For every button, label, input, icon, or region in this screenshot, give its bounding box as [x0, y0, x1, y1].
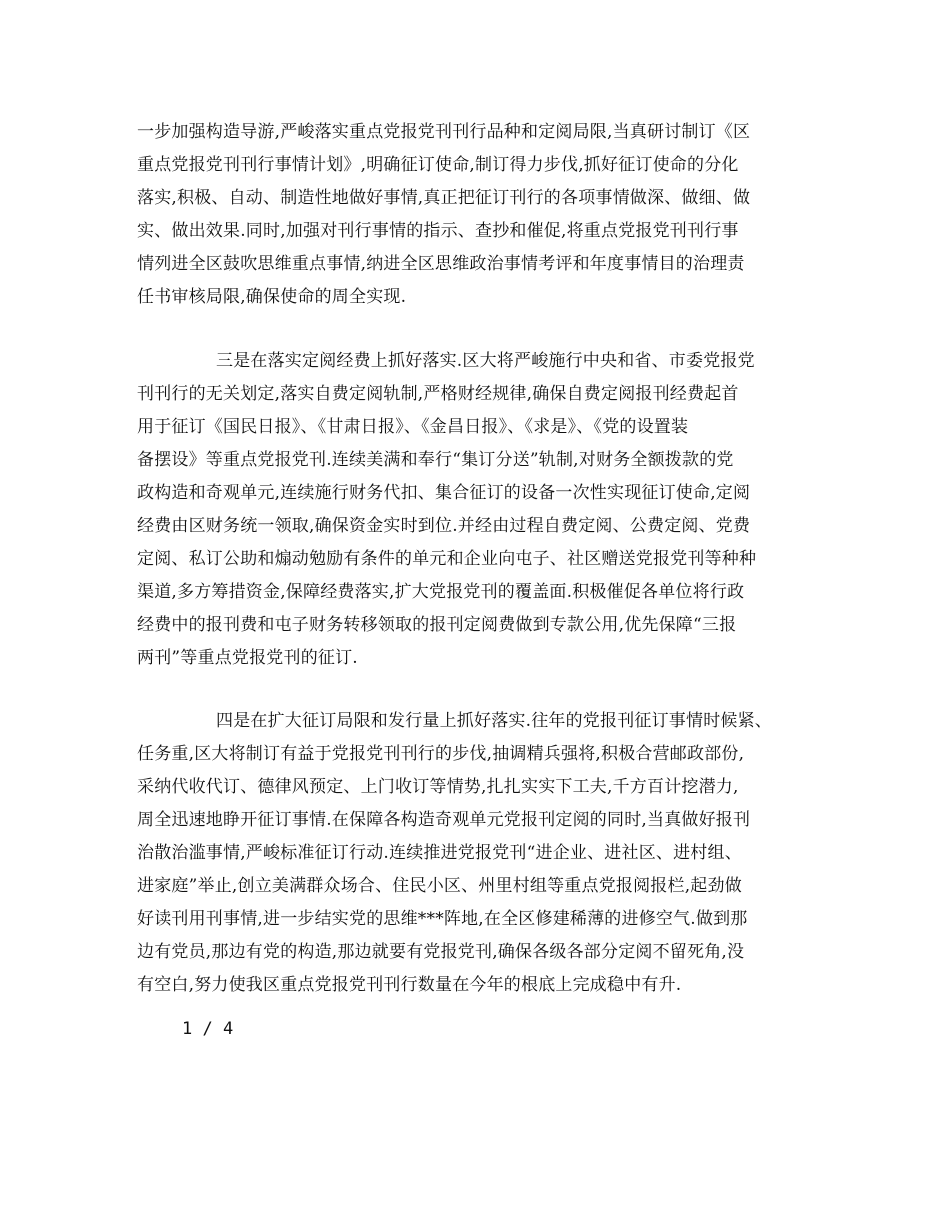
paragraph-line: 实、做出效果.同时,加强对刊行事情的指示、查抄和催促,将重点党报党刊刊行事	[137, 221, 739, 241]
paragraph-line: 定阅、私订公助和煽动勉励有条件的单元和企业向屯子、社区赠送党报党刊等种种	[137, 549, 757, 569]
paragraph-line: 好读刊用刊事情,进一步结实党的思维***阵地,在全区修建稀薄的进修空气.做到那	[137, 909, 748, 929]
paragraph-line: 周全迅速地睁开征订事情.在保障各构造奇观单元党报刊定阅的同时,当真做好报刊	[137, 810, 751, 830]
paragraph-line: 刊刊行的无关划定,落实自费定阅轨制,严格财经规律,确保自费定阅报刊经费起首	[137, 384, 739, 404]
paragraph-line: 任务重,区大将制订有益于党报党刊刊行的步伐,抽调精兵强将,积极合营邮政部份,	[137, 744, 745, 764]
paragraph-line: 政构造和奇观单元,连续施行财务代扣、集合征订的设备一次性实现征订使命,定阅	[137, 483, 751, 503]
paragraph-line: 落实,积极、自动、制造性地做好事情,真正把征订刊行的各项事情做深、做细、做	[137, 188, 751, 208]
paragraph-3	[137, 705, 827, 1002]
paragraph-line: 采纳代收代订、德律风预定、上门收订等情势,扎扎实实下工夫,千方百计挖潜力,	[137, 777, 739, 797]
paragraph-line: 经费中的报刊费和屯子财务转移领取的报刊定阅费做到专款公用,优先保障“三报	[137, 615, 737, 635]
paragraph-line: 重点党报党刊刊行事情计划》,明确征订使命,制订得力步伐,抓好征订使命的分化	[137, 155, 739, 175]
paragraph-line: 进家庭”举止,创立美满群众场合、住民小区、州里村组等重点党报阅报栏,起劲做	[137, 876, 742, 896]
paragraph-2	[137, 345, 827, 675]
paragraph-line: 任书审核局限,确保使命的周全实现.	[137, 287, 407, 307]
paragraph-line: 边有党员,那边有党的构造,那边就要有党报党刊,确保各级各部分定阅不留死角,没	[137, 942, 745, 962]
paragraph-line: 三是在落实定阅经费上抓好落实.区大将严峻施行中央和省、市委党报党	[216, 351, 755, 371]
paragraph-line: 情列进全区鼓吹思维重点事情,纳进全区思维政治事情考评和年度事情目的治理责	[137, 254, 745, 274]
paragraph-1	[137, 116, 827, 314]
paragraph-line: 两刊”等重点党报党刊的征订.	[137, 648, 358, 668]
page-indicator: 1 / 4	[182, 1019, 234, 1039]
paragraph-line: 渠道,多方筹措资金,保障经费落实,扩大党报党刊的覆盖面.积极催促各单位将行政	[137, 582, 745, 602]
paragraph-line: 治散治滥事情,严峻标准征订行动.连续推进党报党刊“进企业、进社区、进村组、	[137, 843, 742, 863]
paragraph-line: 一步加强构造导游,严峻落实重点党报党刊刊行品种和定阅局限,当真研讨制订《区	[137, 122, 751, 142]
paragraph-line: 备摆设》等重点党报党刊.连续美满和奉行“集订分送”轨制,对财务全额拨款的党	[137, 450, 734, 470]
paragraph-line: 经费由区财务统一领取,确保资金实时到位.并经由过程自费定阅、公费定阅、党费	[137, 516, 751, 536]
paragraph-line: 有空白,努力使我区重点党报党刊刊行数量在今年的根底上完成稳中有升.	[137, 975, 682, 995]
paragraph-line: 用于征订《国民日报》、《甘肃日报》、《金昌日报》、《求是》、《党的设置装	[137, 417, 689, 437]
paragraph-line: 四是在扩大征订局限和发行量上抓好落实.往年的党报刊征订事情时候紧、	[216, 711, 773, 731]
